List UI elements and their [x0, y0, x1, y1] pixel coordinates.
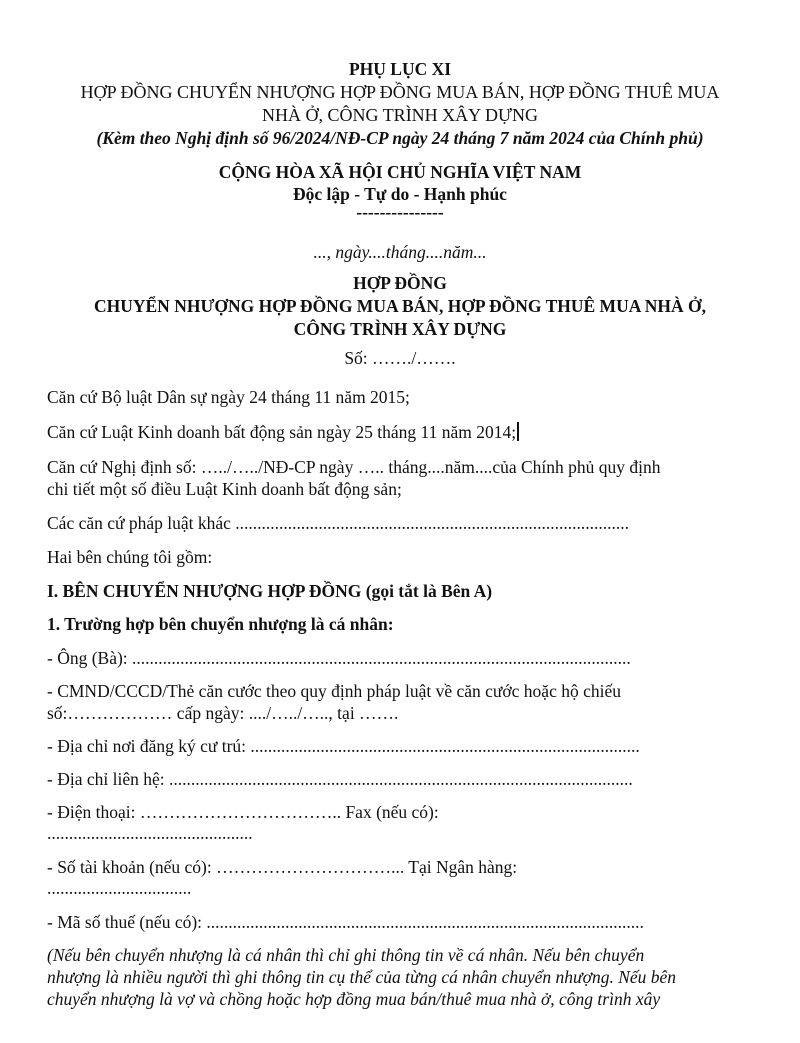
contract-title: HỢP ĐỒNG [353, 273, 447, 293]
contract-subtitle-line-2: CÔNG TRÌNH XÂY DỰNG [293, 319, 507, 339]
field-bank-continuation: ................................. [47, 878, 192, 898]
appendix-title: PHỤ LỤC XI [348, 59, 452, 79]
section-a-note-line-1: (Nếu bên chuyển nhượng là cá nhân thì chỉ ghi thông tin về cá nhân. Nếu bên chuyển [47, 945, 645, 965]
legal-basis-decree-line-2: chi tiết một số điều Luật Kinh doanh bất động sản; [47, 479, 402, 499]
field-bank-account: - Số tài khoản (nếu có): …………………………... Tại Ngân hàng: [47, 857, 518, 877]
contract-number: Số: ……./……. [344, 348, 456, 368]
field-contact-address: - Địa chỉ liên hệ: .......................................................................................................... [47, 769, 633, 789]
field-id-document-line-1: - CMND/CCCD/Thẻ căn cước theo quy định pháp luật về căn cước hoặc hộ chiếu [47, 681, 621, 701]
decree-note: (Kèm theo Nghị định số 96/2024/NĐ-CP ngày 24 tháng 7 năm 2024 của Chính phủ) [96, 128, 704, 148]
section-a-subheading: 1. Trường hợp bên chuyển nhượng là cá nhân: [47, 614, 394, 634]
section-a-note-line-2: nhượng là nhiều người thì ghi thông tin cụ thể của từng cá nhân chuyển nhượng. Nếu bên [47, 967, 677, 987]
section-a-heading: I. BÊN CHUYỂN NHƯỢNG HỢP ĐỒNG (gọi tắt là Bên A) [47, 581, 493, 601]
appendix-subtitle-line-1: HỢP ĐỒNG CHUYỂN NHƯỢNG HỢP ĐỒNG MUA BÁN, HỢP ĐỒNG THUÊ MUA [80, 82, 720, 102]
header-separator: --------------- [356, 202, 444, 222]
legal-basis-real-estate-law[interactable] [47, 421, 519, 443]
legal-basis-decree-line-1: Căn cứ Nghị định số: …../…../NĐ-CP ngày ….. tháng....năm....của Chính phủ quy định [47, 457, 661, 477]
contract-subtitle-line-1: CHUYỂN NHƯỢNG HỢP ĐỒNG MUA BÁN, HỢP ĐỒNG THUÊ MUA NHÀ Ở, [93, 296, 707, 316]
field-fax-continuation: ............................................... [47, 823, 253, 843]
legal-basis-real-estate-law-text: Căn cứ Luật Kinh doanh bất động sản ngày 25 tháng 11 năm 2014; [47, 422, 517, 442]
legal-basis-other: Các căn cứ pháp luật khác .......................................................................................... [47, 513, 630, 533]
legal-basis-civil-code: Căn cứ Bộ luật Dân sự ngày 24 tháng 11 năm 2015; [47, 387, 410, 407]
parties-intro: Hai bên chúng tôi gồm: [47, 547, 213, 567]
field-id-document-line-2: số:……………… cấp ngày: ..../…../….., tại ……. [47, 703, 399, 723]
national-motto: Độc lập - Tự do - Hạnh phúc [293, 184, 507, 204]
appendix-subtitle-line-2: NHÀ Ở, CÔNG TRÌNH XÂY DỰNG [262, 105, 538, 125]
field-phone-fax: - Điện thoại: …………………………….. Fax (nếu có): [47, 802, 439, 822]
field-full-name: - Ông (Bà): .................................................................................................................. [47, 648, 631, 668]
text-cursor [517, 422, 519, 441]
field-registered-address: - Địa chỉ nơi đăng ký cư trú: ......................................................................................... [47, 736, 640, 756]
date-line: ..., ngày....tháng....năm... [313, 242, 487, 262]
field-tax-code: - Mã số thuế (nếu có): .................................................................................................... [47, 912, 644, 932]
section-a-note-line-3: chuyển nhượng là vợ và chồng hoặc hợp đồng mua bán/thuê mua nhà ở, công trình xây [47, 989, 661, 1009]
country-name: CỘNG HÒA XÃ HỘI CHỦ NGHĨA VIỆT NAM [218, 162, 582, 182]
